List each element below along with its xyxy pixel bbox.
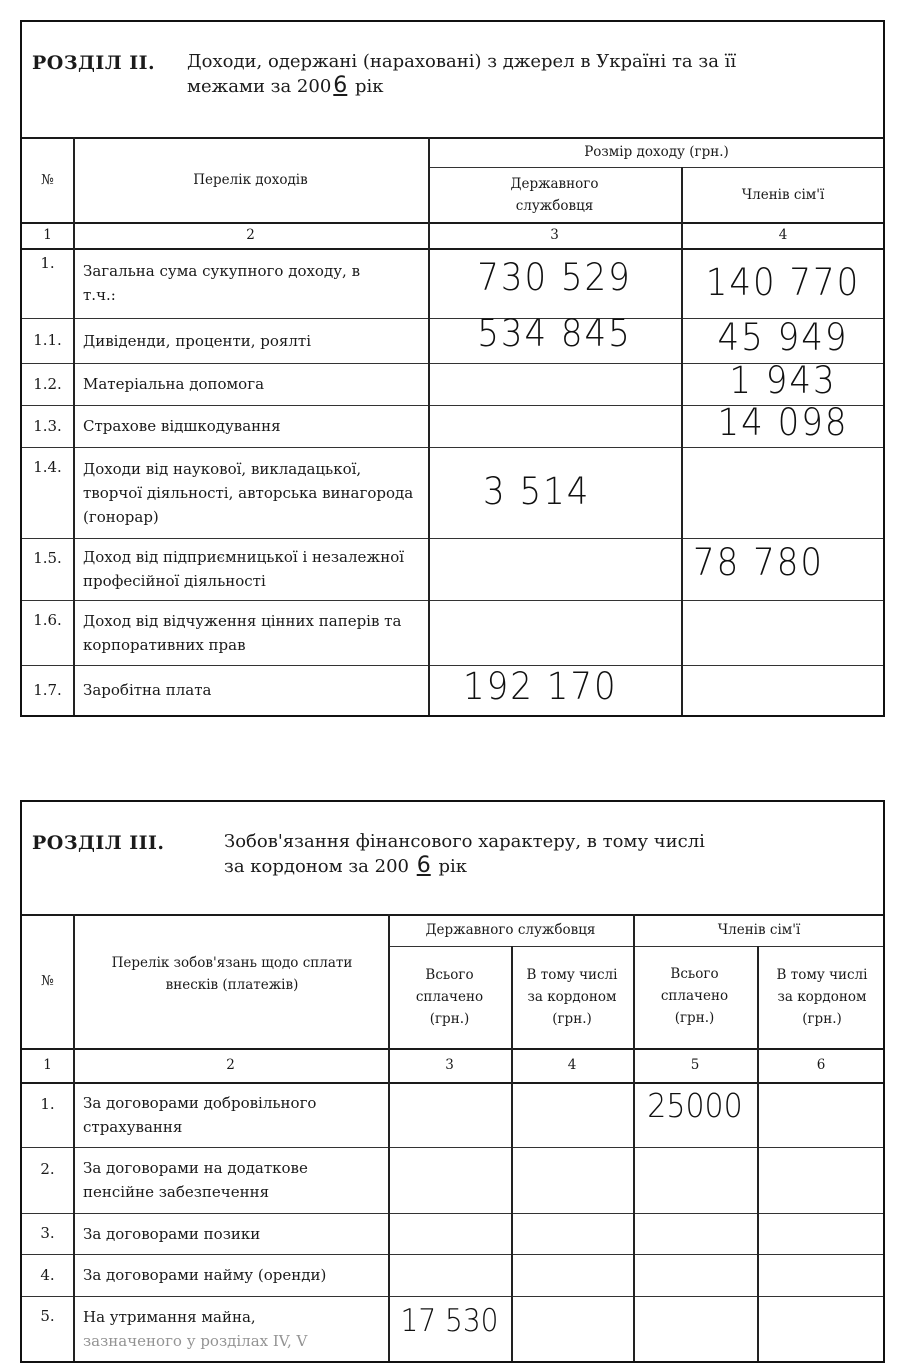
- section-2-title-line2-suffix: рік: [355, 76, 384, 97]
- section-3-title-line2: [224, 854, 705, 879]
- row-number: 1.4.: [33, 457, 62, 476]
- family-amount[interactable]: 1 943: [729, 358, 837, 403]
- col-number-5: 5: [690, 1057, 700, 1073]
- official-incl-abroad[interactable]: [511, 1079, 633, 1151]
- family-amount[interactable]: 14 098: [717, 400, 849, 445]
- family-amount[interactable]: 140 770: [705, 260, 861, 305]
- family-total-paid[interactable]: [633, 1144, 757, 1217]
- family-amount[interactable]: [681, 442, 885, 542]
- col-header-no: №: [41, 171, 54, 188]
- official-amount[interactable]: [428, 403, 681, 449]
- col-header-family-total-paid: Всього сплачено (грн.): [660, 966, 729, 1026]
- income-label: Страхове відшкодування: [83, 417, 281, 435]
- row-number: 1.3.: [33, 416, 62, 435]
- row-number: 1.6.: [33, 610, 62, 629]
- family-incl-abroad[interactable]: [757, 1252, 885, 1298]
- section-2-table: [20, 20, 885, 717]
- section-3-title-line1: Зобов'язання фінансового характеру, в тому числі: [224, 831, 705, 852]
- obligation-label: За договорами найму (оренди): [83, 1266, 327, 1284]
- official-incl-abroad[interactable]: [511, 1211, 633, 1256]
- section-3-title: [224, 830, 705, 879]
- section-3-table: [20, 800, 885, 1363]
- col-header-official: Державного службовця: [425, 922, 596, 938]
- family-total-paid[interactable]: [633, 1211, 757, 1256]
- obligation-label: [73, 1296, 388, 1362]
- family-incl-abroad[interactable]: [757, 1144, 885, 1217]
- col-number-4: 4: [778, 227, 788, 243]
- official-total-paid[interactable]: [388, 1252, 511, 1298]
- col-number-3: 3: [445, 1057, 454, 1073]
- official-amount[interactable]: 534 845: [477, 312, 632, 357]
- income-label: Доход від підприємницької і незалежної професійної діяльності: [83, 548, 405, 590]
- section-2-title-line1: Доходи, одержані (нараховані) з джерел в Україні та за її: [187, 51, 737, 72]
- official-incl-abroad[interactable]: [511, 1293, 633, 1366]
- col-number-1: 1: [43, 1057, 52, 1073]
- family-total-paid[interactable]: [633, 1293, 757, 1366]
- section-3-title-line2-suffix: рік: [438, 856, 467, 877]
- official-incl-abroad[interactable]: [511, 1144, 633, 1217]
- col-number-2: 2: [246, 227, 255, 243]
- income-label: Доходи від наукової, викладацької, творчої діяльності, авторська винагорода (гонорар): [83, 459, 414, 526]
- row-number: 3.: [40, 1224, 55, 1243]
- family-incl-abroad[interactable]: [757, 1293, 885, 1366]
- official-amount[interactable]: [428, 597, 681, 669]
- section-3-label: РОЗДІЛ ІІІ.: [32, 832, 165, 854]
- income-label: Дивіденди, проценти, роялті: [83, 331, 312, 350]
- col-header-family-incl-abroad: В тому числі за кордоном (грн.): [776, 967, 868, 1027]
- section-2-title: [187, 50, 736, 99]
- col-number-1: 1: [43, 227, 52, 243]
- obligation-label: За договорами позики: [83, 1224, 261, 1243]
- official-total-paid[interactable]: [388, 1144, 511, 1217]
- official-amount[interactable]: [428, 361, 681, 407]
- family-incl-abroad[interactable]: [757, 1079, 885, 1151]
- col-header-official-total-paid: Всього сплачено (грн.): [415, 967, 484, 1027]
- income-label: Загальна сума сукупного доходу, в т.ч.:: [83, 262, 361, 304]
- income-label: Заробітна плата: [83, 681, 212, 699]
- section-3-year-digit: 6: [416, 853, 431, 878]
- family-incl-abroad[interactable]: [757, 1211, 885, 1256]
- official-amount[interactable]: 3 514: [483, 469, 591, 514]
- row-number: 4.: [40, 1265, 55, 1284]
- col-header-income-list: Перелік доходів: [193, 171, 308, 188]
- income-label: Доход від відчуження цінних паперів та корпоративних прав: [83, 611, 402, 654]
- official-total-paid[interactable]: [388, 1211, 511, 1256]
- col-number-3: 3: [550, 227, 559, 243]
- obligation-label-line2: зазначеного у розділах IV, V: [83, 1332, 308, 1350]
- row-number: 1.2.: [33, 374, 62, 393]
- official-total-paid[interactable]: [388, 1079, 511, 1151]
- col-header-official: Державного службовця: [510, 175, 599, 214]
- section-2-year-digit: 6: [333, 73, 348, 98]
- row-number: 1.1.: [33, 331, 62, 350]
- row-number: 1.: [40, 1095, 55, 1114]
- family-amount[interactable]: [681, 597, 885, 669]
- official-total-paid[interactable]: 17 530: [400, 1301, 499, 1339]
- section-2-label: РОЗДІЛ ІІ.: [32, 52, 156, 74]
- row-number: 1.7.: [33, 680, 62, 699]
- family-amount[interactable]: 45 949: [717, 316, 849, 361]
- family-total-paid[interactable]: 25000: [647, 1087, 743, 1126]
- col-header-family: Членів сім'ї: [717, 922, 801, 938]
- col-header-income-amount: Розмір доходу (грн.): [584, 144, 729, 160]
- obligation-label-line1: На утримання майна,: [83, 1308, 256, 1326]
- section-3-title-line2-prefix: за кордоном за 200: [224, 856, 409, 877]
- section-2-title-line2: [187, 74, 736, 99]
- col-number-2: 2: [226, 1057, 235, 1073]
- official-amount[interactable]: 192 170: [463, 665, 618, 710]
- section-2-title-line2-prefix: межами за 200: [187, 76, 332, 97]
- col-header-obligations-list: Перелік зобов'язань щодо сплати внесків (платежів): [111, 955, 353, 993]
- col-number-4: 4: [567, 1057, 577, 1073]
- row-number: 2.: [40, 1160, 55, 1179]
- row-number: 1.: [40, 253, 55, 272]
- row-number: 1.5.: [33, 548, 62, 567]
- official-amount[interactable]: 730 529: [477, 255, 632, 300]
- family-total-paid[interactable]: [633, 1252, 757, 1298]
- col-header-no: №: [41, 973, 54, 989]
- col-header-family: Членів сім'ї: [741, 186, 825, 203]
- official-amount[interactable]: [428, 535, 681, 603]
- official-incl-abroad[interactable]: [511, 1252, 633, 1298]
- family-amount[interactable]: 78 780: [693, 540, 824, 585]
- obligation-label: За договорами добровільного страхування: [83, 1093, 317, 1136]
- income-label: Матеріальна допомога: [83, 375, 265, 393]
- col-header-official-incl-abroad: В тому числі за кордоном (грн.): [526, 967, 618, 1027]
- obligation-label: За договорами на додаткове пенсійне забезпечення: [83, 1159, 308, 1201]
- family-amount[interactable]: [681, 663, 885, 718]
- row-number: 5.: [40, 1306, 55, 1325]
- col-number-6: 6: [816, 1057, 826, 1073]
